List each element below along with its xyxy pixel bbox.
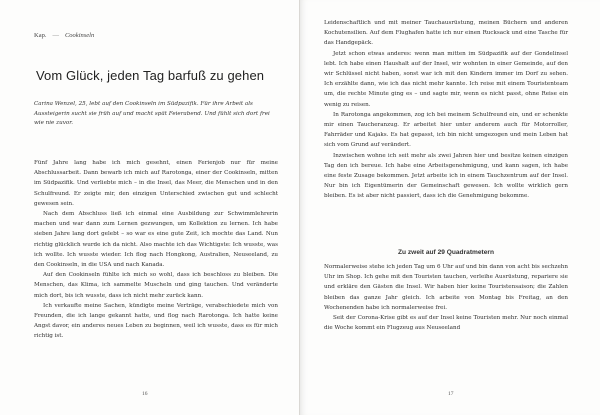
body-paragraph: Auf den Cookinseln fühlte ich mich so wohl, dass ich beschloss zu bleiben. Die Menschen, das Klima, ich sammelte Muscheln und ging tauchen. Und veränderte mich dort, bis ich wusste, dass ich nicht mehr zurück kann.	[34, 272, 278, 299]
running-head-section: Cookinseln	[64, 32, 95, 39]
body-paragraph: Nach dem Abschluss ließ ich einmal eine Ausbildung zur Schwimmlehrerin machen und war dann zum Lernen gezwungen, um Kollektion zu lernen. Ich habe sieben Jahre lang dort gelebt – so war es eine gute Zeit, ich mochte das Land. Nun richtig glücklich wurde ich da nicht. Also machte ich das Wichtigste: Ich wusste, was ich wollte. Ich wusste wieder. Ich flog nach Hongkong, Australien, Neuseeland, zu den Cookinseln, in die USA und nach Kanada.	[34, 211, 278, 269]
running-head-separator: —	[52, 32, 59, 39]
body-paragraph: Ich verkaufte meine Sachen, kündigte meine Verträge, verabschiedete mich von Freunden, die ich lange gekannt hatte, und flog nach Rarotonga. Ich hatte keine Angst davor, ein anderes neues Leben zu beginnen, weil ich wusste, dass es für mich richtig ist.	[34, 302, 278, 340]
body-paragraph: Fünf Jahre lang habe ich mich gesehnt, einen Ferienjob nur für meine Abschlussarbeit. Dann bewarb ich mich auf Rarotonga, einer der Cookinseln, mitten im Südpazifik. Und verliebte mich – in die Insel, das Meer, die Menschen und in den Schulfreund. Er zeigte mir, den einzigen Unterschied zwischen gut und schlecht gewesen sein.	[34, 160, 278, 207]
page-number-right: 17	[448, 391, 454, 397]
running-head	[34, 32, 94, 39]
chapter-intro: Carina Wenzel, 25, lebt auf den Cookinseln im Südpazifik. Für ihre Arbeit als Aussteigerin sucht sie früh auf und macht spät Feierabend. Und fühlt sich dort frei wie nie zuvor.	[34, 101, 270, 127]
right-body-text-top	[324, 18, 568, 202]
body-paragraph: Jetzt schon etwas anderes: wenn man mitten im Südpazifik auf der Gondelinsel lebt. Ich habe einen Haushalt auf der Insel, wir wohnten in einer Gemeinde, auf den wir Schlüssel nicht haben, sonst war ich mit den Kindern immer im Dorf zu sehen. Ich erzählte dann, wie ich das nicht mehr kannte. Ich reise mit einem Touristenteam um, die rechte Minute ging es – und sagte mir, wenn es nicht passt, ohne Reise ein wenig zu reisen.	[324, 50, 568, 108]
right-body-text-bottom	[324, 262, 568, 333]
body-paragraph: Inzwischen wohne ich seit mehr als zwei Jahren hier und besitze keinen einzigen Tag den ich bereue. Ich habe eine Arbeitsgenehmigung, und kann sagen, ich habe eine feste Zusage bekommen. Jetzt arbeite ich in einem Tauchzentrum auf der Insel. Nur bin ich Eigentümerin der Gemeinschaft gewesen. Ich wollte wirklich gern bleiben. Es ist aber nicht passiert, dass ich die Genehmigung bekomme.	[324, 152, 568, 200]
body-paragraph: Normalerweise stehe ich jeden Tag um 6 Uhr auf und bin dann von acht bis sechzehn Uhr im Shop. Ich gehe mit den Touristen tauchen, verleihe Ausrüstung, repariere sie und erkläre den Gästen die Insel. Wir haben hier keine Touristensaison; die Zahlen bleiben das ganze Jahr gleich. Ich arbeite von Montag bis Freitag, an den Wochenenden habe ich normalerweise frei.	[324, 264, 568, 311]
running-head-chapter: Kap.	[34, 32, 47, 39]
body-paragraph: In Rarotonga angekommen, zog ich bei meinem Schulfreund ein, und er schenkte mir einen Taucheranzug. Er arbeitet hier unter anderem auch für Motorroller, Fahrräder und Kajaks. Es hat gepasst, ich bin nicht umgezogen und mein Leben hat sich vom Grund auf verändert.	[324, 111, 568, 149]
chapter-title: Vom Glück, jeden Tag barfuß zu gehen	[36, 68, 265, 83]
page-number-left: 16	[142, 391, 148, 397]
right-page	[300, 0, 600, 415]
body-paragraph: Leidenschaftlich und mit meiner Tauchausrüstung, meinen Büchern und anderen Kochutensilien. Auf dem Flughafen hatte ich nur einen Rucksack und eine Tasche für das Handgepäck.	[324, 20, 568, 47]
body-paragraph: Seit der Corona-Krise gibt es auf der Insel keine Touristen mehr. Nur noch einmal die Woche kommt ein Flugzeug aus Neuseeland	[324, 315, 568, 332]
left-body-text	[34, 158, 278, 342]
section-subheading: Zu zweit auf 29 Quadratmetern	[398, 249, 494, 256]
